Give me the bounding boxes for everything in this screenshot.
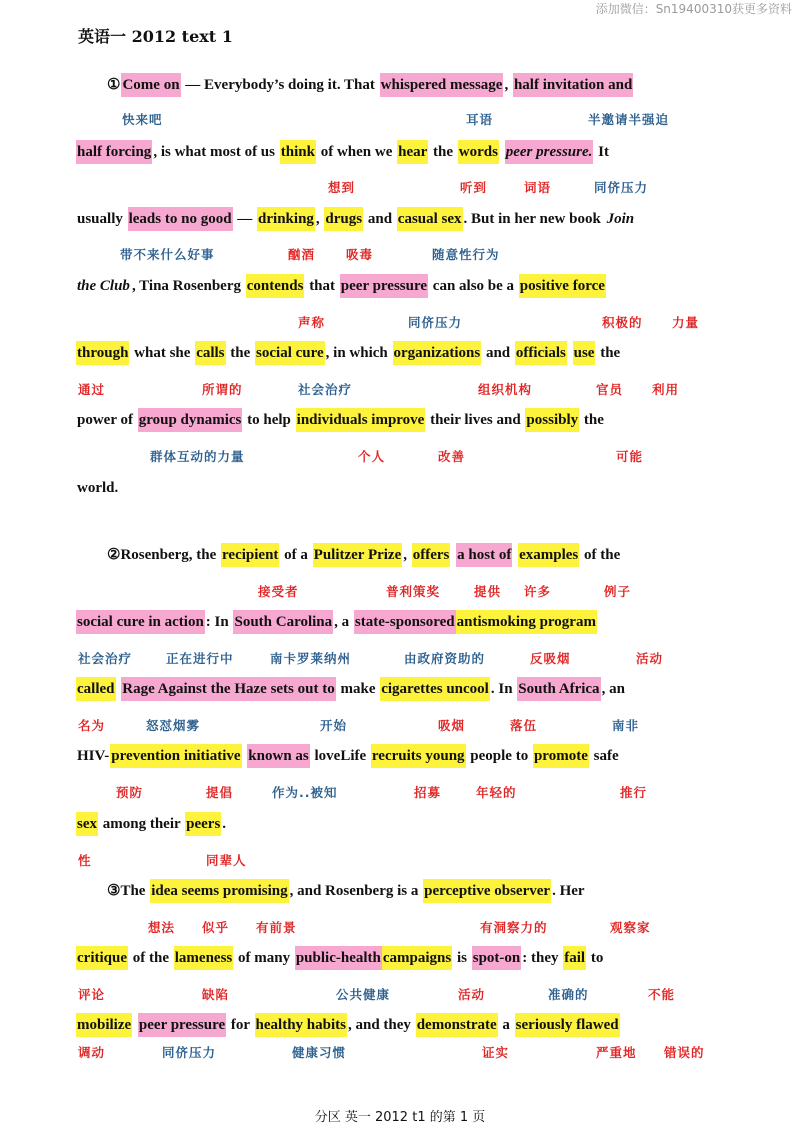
highlight-yellow: positive force <box>519 274 606 298</box>
highlight-pink: peer pressure <box>340 274 428 298</box>
chinese-gloss: 活动 <box>636 651 664 666</box>
highlight-pink: South Carolina <box>233 610 333 634</box>
highlight-yellow: lameness <box>174 946 234 970</box>
chinese-gloss: 想法 <box>148 920 176 935</box>
chinese-gloss: 同侪压力 <box>408 315 463 330</box>
chinese-gloss: 有洞察力的 <box>480 920 548 935</box>
passage-text: , in which <box>325 345 392 361</box>
chinese-gloss: 带不来什么好事 <box>120 247 215 262</box>
highlight-pink: public-health <box>295 946 382 970</box>
highlight-yellow: demonstrate <box>416 1013 498 1037</box>
chinese-gloss: 积极的 <box>602 315 643 330</box>
chinese-gloss: 有前景 <box>256 920 297 935</box>
highlight-pink: leads to no good <box>128 207 233 231</box>
passage-text: of a <box>280 547 312 563</box>
chinese-gloss: 落伍 <box>510 718 538 733</box>
passage-text: that <box>305 278 339 294</box>
highlight-yellow: examples <box>518 543 579 567</box>
chinese-gloss: 缺陷 <box>202 987 230 1002</box>
passage-text: , <box>504 77 512 93</box>
passage-line <box>76 745 620 767</box>
highlight-pink: spot-on <box>472 946 522 970</box>
highlight-pink: social cure in action <box>76 610 205 634</box>
passage-text: is <box>453 950 471 966</box>
chinese-gloss: 酗酒 <box>288 247 316 262</box>
highlight-yellow: think <box>280 140 316 164</box>
passage-text: to help <box>243 412 295 428</box>
highlight-yellow: idea seems promising <box>150 879 288 903</box>
passage-text: loveLife <box>310 748 370 764</box>
chinese-gloss: 调动 <box>78 1045 106 1060</box>
passage-line <box>106 544 621 566</box>
chinese-gloss: 利用 <box>652 382 680 397</box>
chinese-gloss: 声称 <box>298 315 326 330</box>
passage-line <box>76 813 227 835</box>
passage-line <box>76 678 626 700</box>
chinese-gloss: 吸烟 <box>438 718 466 733</box>
chinese-gloss: 推行 <box>620 785 648 800</box>
chinese-gloss: 社会治疗 <box>78 651 133 666</box>
highlight-yellow: use <box>573 341 596 365</box>
highlight-pink: whispered message <box>380 73 504 97</box>
passage-text: . Her <box>552 883 585 899</box>
passage-text: of the <box>129 950 173 966</box>
passage-line <box>76 477 119 499</box>
chinese-gloss: 个人 <box>358 449 386 464</box>
page-footer: 分区 英一 2012 t1 的第 1 页 <box>314 1110 486 1125</box>
passage-line <box>76 409 605 431</box>
passage-text: , <box>315 211 324 227</box>
chinese-gloss: 社会治疗 <box>298 382 353 397</box>
highlight-yellow: peers <box>185 812 221 836</box>
highlight-yellow: possibly <box>525 408 579 432</box>
chinese-gloss: 可能 <box>616 449 644 464</box>
passage-text: ③The <box>107 883 150 899</box>
highlight-yellow: antismoking program <box>456 610 597 634</box>
chinese-gloss: 公共健康 <box>336 987 391 1002</box>
passage-line <box>76 1014 620 1036</box>
highlight-yellow: sex <box>76 812 98 836</box>
highlight-yellow: drinking <box>257 207 315 231</box>
passage-text: usually <box>77 211 127 227</box>
passage-text: . In <box>490 681 517 697</box>
highlight-yellow: Pulitzer Prize <box>313 543 403 567</box>
passage-text: of when we <box>316 144 397 160</box>
chinese-gloss: 许多 <box>524 584 552 599</box>
chinese-gloss: 开始 <box>320 718 348 733</box>
passage-text: and <box>482 345 514 361</box>
highlight-pink: peer pressure <box>138 1013 226 1037</box>
passage-text: to <box>587 950 604 966</box>
chinese-gloss: 普利策奖 <box>386 584 441 599</box>
chinese-gloss: 反吸烟 <box>530 651 571 666</box>
highlight-pink: group dynamics <box>138 408 243 432</box>
chinese-gloss: 作为..被知 <box>272 785 338 800</box>
highlight-yellow: perceptive observer <box>423 879 551 903</box>
highlight-pink: a host of <box>456 543 512 567</box>
passage-text: for <box>227 1017 254 1033</box>
chinese-gloss: 活动 <box>458 987 486 1002</box>
passage-text: world. <box>77 480 119 496</box>
highlight-yellow: social cure <box>255 341 325 365</box>
highlight-yellow: cigarettes uncool <box>380 677 490 701</box>
highlight-pink: state-sponsored <box>354 610 456 634</box>
passage-text: and <box>364 211 396 227</box>
chinese-gloss: 群体互动的力量 <box>150 449 245 464</box>
highlight-yellow: words <box>458 140 499 164</box>
chinese-gloss: 健康习惯 <box>292 1045 347 1060</box>
chinese-gloss: 提供 <box>474 584 502 599</box>
passage-text: what she <box>130 345 195 361</box>
chinese-gloss: 评论 <box>78 987 106 1002</box>
passage-text: , and they <box>348 1017 415 1033</box>
chinese-gloss: 同侪压力 <box>162 1045 217 1060</box>
passage-text: . <box>222 816 227 832</box>
passage-text: , <box>403 547 411 563</box>
passage-text: Join <box>606 211 635 227</box>
passage-line <box>76 208 635 230</box>
passage-text: of the <box>580 547 621 563</box>
chinese-gloss: 不能 <box>648 987 676 1002</box>
highlight-yellow: offers <box>412 543 451 567</box>
chinese-gloss: 所谓的 <box>202 382 243 397</box>
chinese-gloss: 严重地 <box>596 1045 637 1060</box>
chinese-gloss: 通过 <box>78 382 106 397</box>
highlight-yellow: healthy habits <box>255 1013 347 1037</box>
watermark-text: 添加微信：Sn19400310获更多资料 <box>595 2 792 16</box>
passage-text: the <box>580 412 604 428</box>
chinese-gloss: 观察家 <box>610 920 651 935</box>
passage-text: ① <box>107 77 121 93</box>
highlight-yellow: individuals improve <box>296 408 426 432</box>
highlight-yellow: critique <box>76 946 128 970</box>
chinese-gloss: 准确的 <box>548 987 589 1002</box>
passage-text: : In <box>205 614 233 630</box>
highlight-yellow: campaigns <box>382 946 452 970</box>
passage-text: the <box>596 345 621 361</box>
chinese-gloss: 快来吧 <box>122 112 163 127</box>
chinese-gloss: 南卡罗莱纳州 <box>270 651 352 666</box>
chinese-gloss: 随意性行为 <box>432 247 500 262</box>
chinese-gloss: 性 <box>78 853 92 868</box>
highlight-yellow: recipient <box>221 543 279 567</box>
highlight-pink: South Africa <box>517 677 600 701</box>
highlight-yellow: officials <box>515 341 567 365</box>
passage-text: , an <box>601 681 625 697</box>
chinese-gloss: 同辈人 <box>206 853 247 868</box>
highlight-pink: Come on <box>121 73 180 97</box>
highlight-yellow: hear <box>397 140 428 164</box>
highlight-yellow: recruits young <box>371 744 466 768</box>
highlight-yellow: calls <box>195 341 225 365</box>
passage-text: of many <box>234 950 294 966</box>
highlight-yellow: seriously flawed <box>515 1013 620 1037</box>
chinese-gloss: 力量 <box>672 315 700 330</box>
chinese-gloss: 半邀请半强迫 <box>588 112 670 127</box>
chinese-gloss: 由政府资助的 <box>404 651 486 666</box>
highlight-yellow: contends <box>246 274 305 298</box>
chinese-gloss: 怒怼烟雾 <box>146 718 201 733</box>
highlight-yellow: prevention initiative <box>110 744 241 768</box>
passage-line <box>106 74 633 96</box>
passage-text: the <box>226 345 255 361</box>
chinese-gloss: 年轻的 <box>476 785 517 800</box>
passage-text: , Tina Rosenberg <box>131 278 245 294</box>
passage-text: , a <box>334 614 353 630</box>
chinese-gloss: 听到 <box>460 180 488 195</box>
passage-line <box>76 141 610 163</box>
highlight-pink: half invitation and <box>513 73 633 97</box>
passage-text: the <box>429 144 457 160</box>
passage-line <box>106 880 586 902</box>
highlight-yellow: casual sex <box>397 207 463 231</box>
passage-line <box>76 275 606 297</box>
highlight-yellow: through <box>76 341 129 365</box>
highlight-yellow: fail <box>563 946 586 970</box>
chinese-gloss: 招募 <box>414 785 442 800</box>
passage-text: — Everybody’s doing it. That <box>181 77 379 93</box>
passage-line <box>76 342 621 364</box>
passage-text: . But in her new book <box>463 211 605 227</box>
highlight-yellow: mobilize <box>76 1013 132 1037</box>
chinese-gloss: 错误的 <box>664 1045 705 1060</box>
passage-text: safe <box>589 748 619 764</box>
passage-text: : they <box>522 950 563 966</box>
passage-text: It <box>594 144 609 160</box>
passage-text: power of <box>77 412 137 428</box>
highlight-yellow: organizations <box>393 341 482 365</box>
chinese-gloss: 预防 <box>116 785 144 800</box>
passage-text: their lives and <box>426 412 525 428</box>
passage-text: HIV- <box>77 748 110 764</box>
passage-text <box>499 140 505 164</box>
passage-line <box>76 611 597 633</box>
chinese-gloss: 官员 <box>596 382 624 397</box>
passage-text <box>567 341 573 365</box>
chinese-gloss: 似乎 <box>202 920 230 935</box>
chinese-gloss: 证实 <box>482 1045 510 1060</box>
highlight-yellow: called <box>76 677 116 701</box>
chinese-gloss: 词语 <box>524 180 552 195</box>
chinese-gloss: 想到 <box>328 180 356 195</box>
chinese-gloss: 吸毒 <box>346 247 374 262</box>
passage-text: among their <box>99 816 185 832</box>
chinese-gloss: 同侪压力 <box>594 180 649 195</box>
chinese-gloss: 名为 <box>78 718 106 733</box>
chinese-gloss: 正在进行中 <box>166 651 234 666</box>
passage-text: the Club <box>77 278 130 294</box>
highlight-pink: half forcing <box>76 140 152 164</box>
chinese-gloss: 组织机构 <box>478 382 533 397</box>
passage-text: people to <box>466 748 532 764</box>
passage-text: — <box>233 211 257 227</box>
chinese-gloss: 耳语 <box>466 112 494 127</box>
chinese-gloss: 提倡 <box>206 785 234 800</box>
chinese-gloss: 改善 <box>438 449 466 464</box>
passage-text: make <box>336 681 380 697</box>
highlight-pink: known as <box>247 744 309 768</box>
chinese-gloss: 南非 <box>612 718 640 733</box>
highlight-yellow: drugs <box>324 207 363 231</box>
passage-text: , and Rosenberg is a <box>289 883 423 899</box>
chinese-gloss: 接受者 <box>258 584 299 599</box>
highlight-pink: Rage Against the Haze sets out to <box>121 677 335 701</box>
passage-text: a <box>498 1017 514 1033</box>
highlight-pink: peer pressure. <box>505 140 594 164</box>
page-title: 英语一 2012 text 1 <box>78 27 233 46</box>
chinese-gloss: 例子 <box>604 584 632 599</box>
passage-text: , is what most of us <box>153 144 279 160</box>
highlight-yellow: promote <box>533 744 589 768</box>
passage-text: ②Rosenberg, the <box>107 547 221 563</box>
passage-line <box>76 947 604 969</box>
passage-text: can also be a <box>429 278 518 294</box>
